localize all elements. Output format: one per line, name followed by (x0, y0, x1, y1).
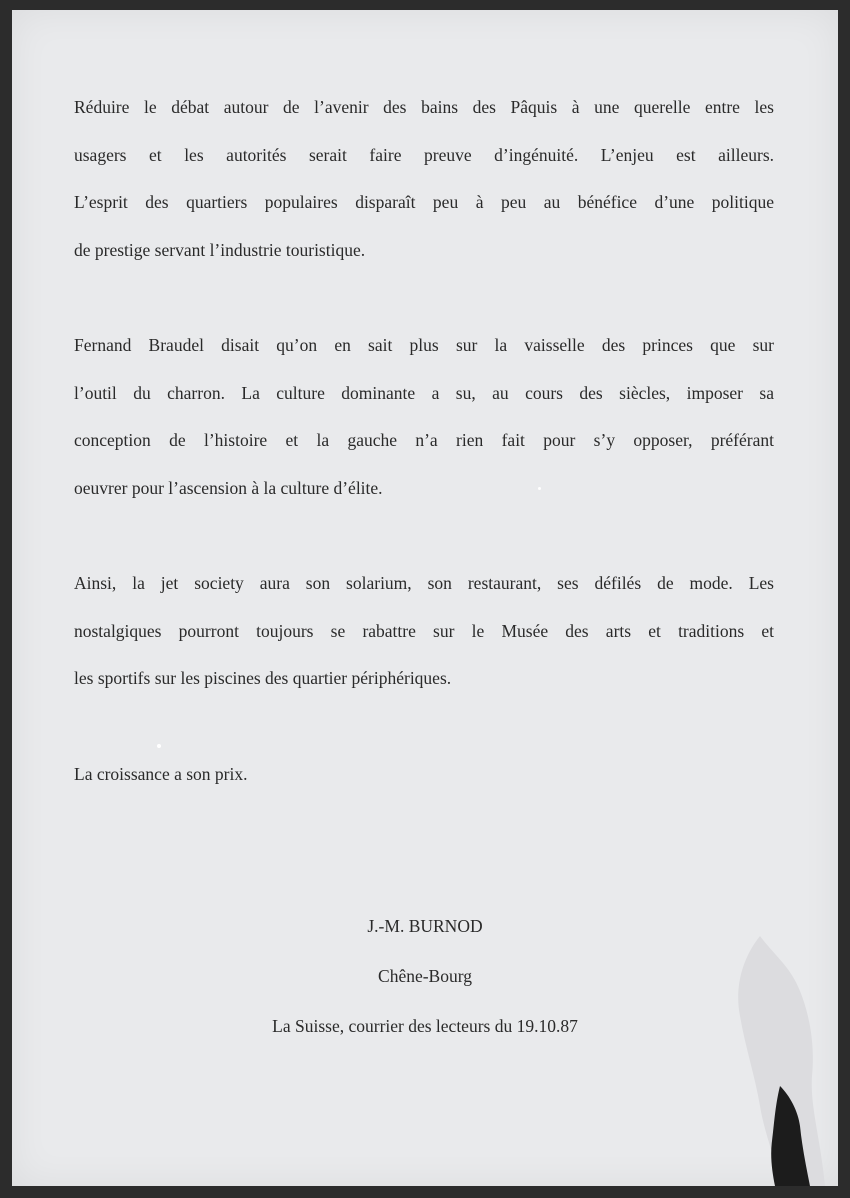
text-line: La croissance a son prix. (74, 763, 248, 784)
text-line: nostalgiques pourront toujours se rabattre sur le Musée des arts et traditions et (74, 620, 774, 641)
text-line: de prestige servant l’industrie touristique. (74, 239, 366, 260)
text-line: conception de l’histoire et la gauche n’a rien fait pour s’y opposer, préférant (74, 430, 774, 450)
signature-block (12, 904, 838, 1054)
publication-source: La Suisse, courrier des lecteurs du 19.10.87 (272, 1016, 578, 1036)
text-line: l’outil du charron. La culture dominante a su, au cours des siècles, imposer sa (74, 382, 774, 403)
paragraph-4 (74, 751, 774, 797)
letter-body (74, 84, 774, 845)
torn-corner-mark (720, 936, 830, 1186)
paragraph-3 (74, 560, 774, 703)
paragraph-1 (74, 84, 774, 274)
author-name: J.-M. BURNOD (367, 916, 483, 936)
text-line: Fernand Braudel disait qu’on en sait plus sur la vaisselle des princes que sur (74, 335, 774, 355)
paper-speck (157, 744, 161, 748)
text-line: usagers et les autorités serait faire preuve d’ingénuité. L’enjeu est ailleurs. (74, 144, 774, 165)
paragraph-2 (74, 322, 774, 512)
text-line: les sportifs sur les piscines des quartier périphériques. (74, 668, 452, 688)
text-line: oeuvrer pour l’ascension à la culture d’élite. (74, 477, 383, 498)
text-line: Réduire le débat autour de l’avenir des bains des Pâquis à une querelle entre les (74, 97, 774, 117)
paper-speck (538, 487, 541, 490)
text-line: Ainsi, la jet society aura son solarium, son restaurant, ses défilés de mode. Les (74, 573, 774, 593)
author-place: Chêne-Bourg (378, 966, 472, 986)
text-line: L’esprit des quartiers populaires disparaît peu à peu au bénéfice d’une politique (74, 192, 774, 212)
